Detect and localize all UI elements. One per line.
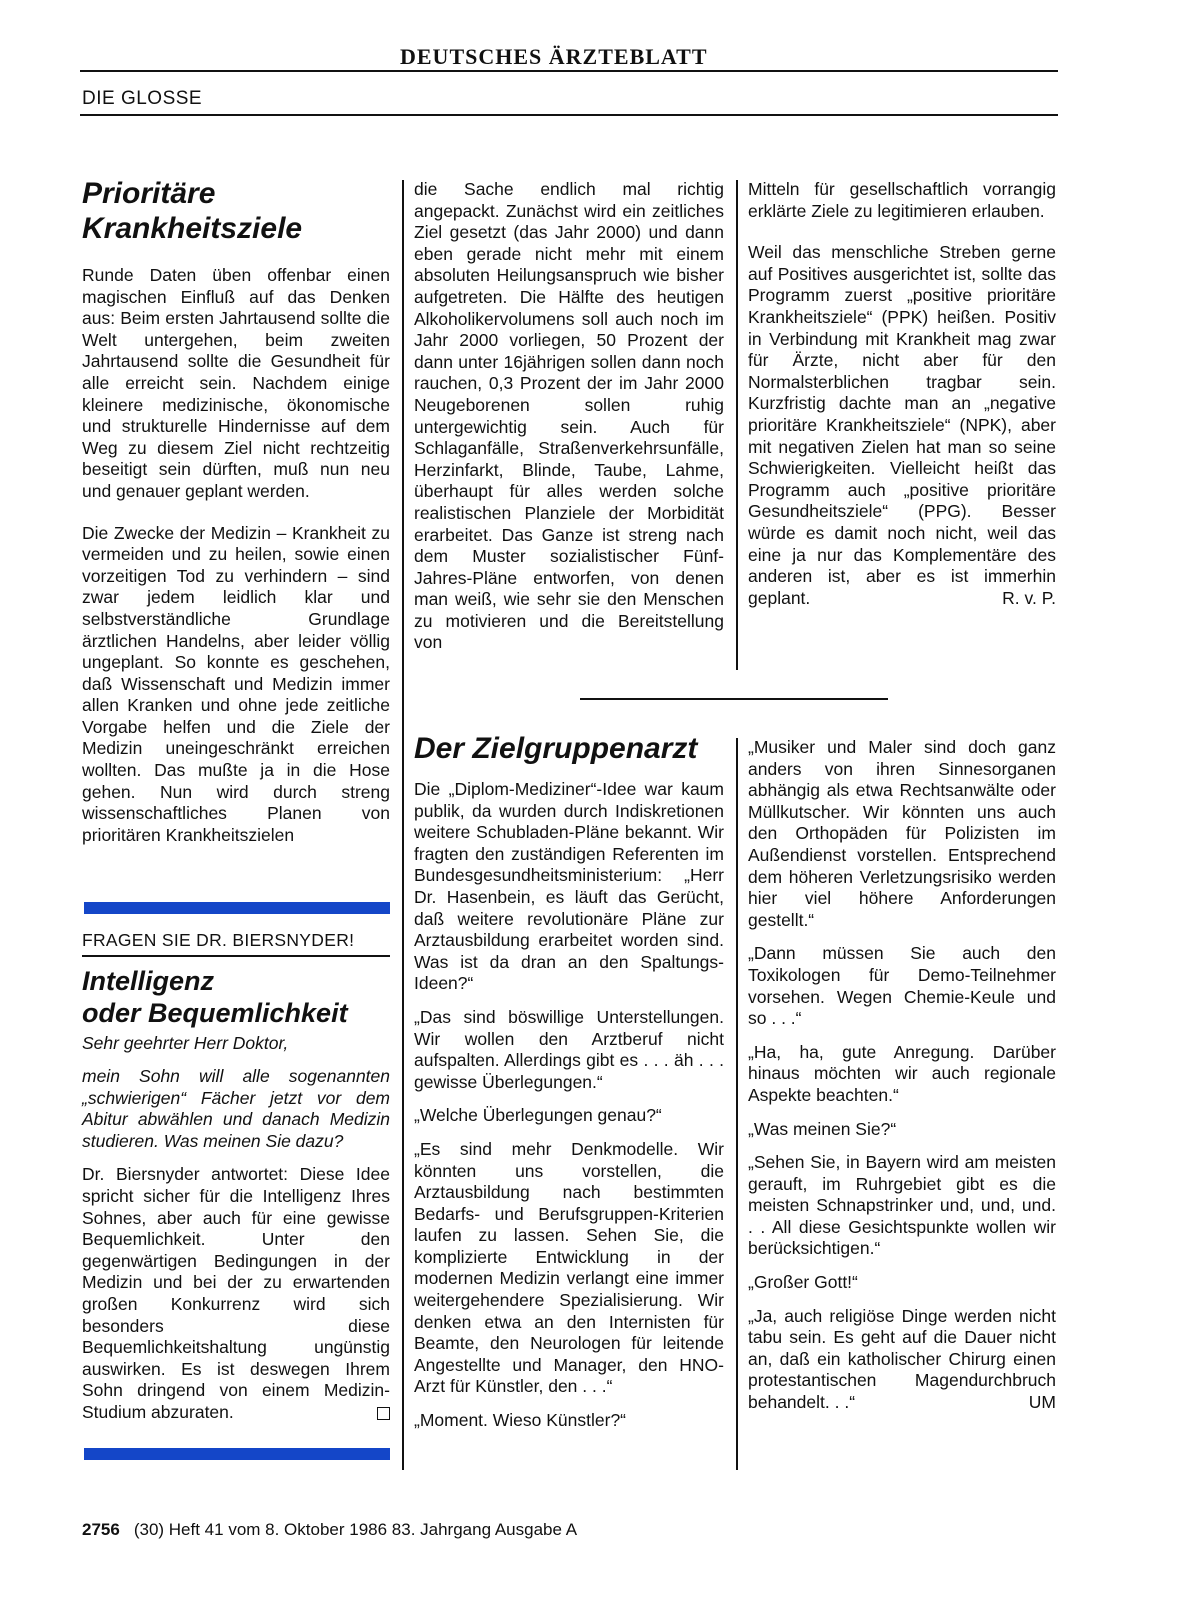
blue-bar-bottom xyxy=(84,1448,390,1460)
article-body-col1 xyxy=(82,265,390,846)
section-label: DIE GLOSSE xyxy=(82,88,203,109)
answer: Dr. Biersnyder antwortet: Diese Idee spricht sicher für die Intelligenz Ihres Sohnes, aber auch für eine gewisse Bequemlichkeit. Unter den gegenwärtigen Bedingungen in der Medizin und bei der zu erwartenden großen Konkurrenz wird sich besonders diese Bequemlichkeitshaltung ungünstig auswirken. Es ist deswegen Ihrem Sohn dringend von einem Medizin-Studium abzuraten. xyxy=(82,1164,390,1422)
kicker: FRAGEN SIE DR. BIERSNYDER! xyxy=(82,930,355,950)
article-separator xyxy=(580,698,888,700)
column-rule xyxy=(736,738,738,1470)
paragraph: „Welche Überlegungen genau?“ xyxy=(414,1105,662,1126)
paragraph: die Sache endlich mal richtig angepackt. Zunächst wird ein zeitliches Ziel gesetzt (das Jahr 2000) und dann eben gerade nicht mehr mit einem absoluten Heilungsanspruch wie bisher aufgetreten. Die Hälfte des heutigen Alkoholikervolumens soll auch noch im Jahr 2000 vorliegen, 50 Prozent der dann unter 16jährigen sollen dann noch rauchen, 0,3 Prozent der im Jahr 2000 Neugeborenen sollen ruhig untergewichtig sein. Auch für Schlaganfälle, Straßenverkehrsunfälle, Herzinfarkt, Blinde, Taube, Lahme, überhaupt für alles werden solche realistischen Planziele der Morbidität erarbeitet. Das Ganze ist streng nach dem Muster sozialistischer Fünf-Jahres-Pläne entworfen, von denen man weiß, wie sehr sie den Menschen zu motivieren und die Bereitstellung von xyxy=(414,179,724,653)
article3-col-left xyxy=(414,779,724,1432)
kicker-rule xyxy=(82,955,390,957)
paragraph: Runde Daten üben offenbar einen magischen Einfluß auf das Denken aus: Beim ersten Jahrtausend sollte die Welt untergehen, beim zweiten Jahrtausend sollte die Gesundheit für alle erreicht sein. Nachdem einige kleinere medizinische, ökonomische und strukturelle Hindernisse auf dem Weg zu diesem Ziel nicht rechtzeitig beseitigt sein dürften, muß nun neu und genauer geplant werden. xyxy=(82,265,390,501)
masthead: DEUTSCHES ÄRZTEBLATT xyxy=(400,44,708,69)
letter-question: mein Sohn will alle sogenannten „schwierigen“ Fächer jetzt vor dem Abitur abwählen und danach Medizin studieren. Was meinen Sie dazu? xyxy=(82,1066,390,1151)
article-title xyxy=(82,965,390,1029)
title-line: oder Bequemlichkeit xyxy=(82,997,348,1028)
signature: UM xyxy=(1028,1392,1056,1413)
paragraph: „Ha, ha, gute Anregung. Darüber hinaus möchten wir auch regionale Aspekte beachten.“ xyxy=(748,1041,1056,1105)
blue-bar-top xyxy=(84,902,390,914)
section-rule xyxy=(80,114,1058,116)
title-line: Intelligenz xyxy=(82,965,215,996)
article-intelligenz-oder-bequemlichkeit xyxy=(82,930,390,1424)
paragraph: Weil das menschliche Streben gerne auf Positives ausgerichtet ist, sollte das Programm zuerst „positive prioritäre Krankheitsziele“ (PPK) heißen. Positiv in Verbindung mit Krankheit mag zwar für Ärzte, nicht aber für den Normalsterblichen tragbar sein. Kurzfristig dachte man an „negative prioritäre Krankheitsziele“ (NPK), aber mit negativen Zielen hat man so seine Schwierigkeiten. Vielleicht heißt das Programm auch „positive prioritäre Gesundheitsziele“ (PPG). Besser würde es damit noch nicht, weil das eine ja nur das Komplementäre des anderen ist, aber es ist immerhin geplant. R. v. P. xyxy=(748,242,1056,608)
page-number: 2756 xyxy=(82,1520,120,1539)
title-line: Prioritäre xyxy=(82,177,216,210)
article-title xyxy=(82,176,390,246)
end-mark-icon xyxy=(377,1407,390,1420)
paragraph: „Moment. Wieso Künstler?“ xyxy=(414,1410,627,1431)
paragraph: Die Zwecke der Medizin – Krankheit zu vermeiden und zu heilen, sowie einen vorzeitigen Tod zu verhindern – sind zwar jedem leidlich klar und selbstverständliche Grundlage ärztlichen Handelns, aber leider völlig ungeplant. So konnte es geschehen, daß Wissenschaft und Medizin immer allen Kranken und ohne jede zeitliche Vorgabe helfen und die Ziele der Medizin uneingeschränkt erreichen wollten. Das mußte ja in die Hose gehen. Nun wird durch streng wissenschaftliches Planen von prioritären Krankheitszielen xyxy=(82,522,390,845)
paragraph: „Das sind böswillige Unterstellungen. Wir wollen den Arztberuf nicht aufspalten. Allerdings gibt es . . . äh . . . gewisse Überlegungen.“ xyxy=(414,1006,724,1092)
paragraph: „Es sind mehr Denkmodelle. Wir könnten uns vorstellen, die Arztausbildung nach bestimmten Bedarfs- und Berufsgruppen-Kriterien laufen zu lassen. Sehen Sie, die komplizierte Entwicklung in der modernen Medizin verlangt eine immer weitergehendere Spezialisierung. Wir denken etwa an den Internisten für Beamte, den Neurologen für leitende Angestellte und Manager, den HNO-Arzt für Künstler, den . . .“ xyxy=(414,1138,724,1397)
column-rule xyxy=(402,180,404,1470)
signature: R. v. P. xyxy=(1002,587,1056,608)
column-rule xyxy=(736,180,738,670)
paragraph: „Sehen Sie, in Bayern wird am meisten gerauft, im Ruhrgebiet gibt es die meisten Schnapstrinker und, und, und. . . All diese Gesichtspunkte wollen wir berücksichtigen.“ xyxy=(748,1152,1056,1259)
letter-salutation: Sehr geehrter Herr Doktor, xyxy=(82,1032,289,1053)
article-prioritaere-krankheitsziele xyxy=(82,176,390,846)
article3-col-right xyxy=(748,737,1056,1414)
paragraph: „Ja, auch religiöse Dinge werden nicht tabu sein. Es geht auf die Dauer nicht an, daß ein katholischer Chirurg einen protestantischen Magendurchbruch behandelt. . .“ UM xyxy=(748,1305,1056,1413)
paragraph: „Musiker und Maler sind doch ganz anders von ihren Sinnesorganen abhängig als etwa Rechtsanwälte oder Müllkutscher. Wir könnten uns auch den Orthopäden für Polizisten im Außendienst vorstellen. Entsprechend dem höheren Verletzungsrisiko werden hier viel höhere Anforderungen gestellt.“ xyxy=(748,737,1056,930)
article-title-zielgruppenarzt: Der Zielgruppenarzt xyxy=(414,732,698,765)
paragraph: „Großer Gott!“ xyxy=(748,1272,858,1293)
article-body-col2 xyxy=(414,179,724,654)
page-footer xyxy=(82,1520,577,1540)
article-body-col3 xyxy=(748,179,1056,609)
paragraph: „Dann müssen Sie auch den Toxikologen für Demo-Teilnehmer vorsehen. Wegen Chemie-Keule und so . . .“ xyxy=(748,943,1056,1029)
paragraph: Die „Diplom-Mediziner“-Idee war kaum publik, da wurden durch Indiskretionen weitere Schubladen-Pläne bekannt. Wir fragten den zuständigen Referenten im Bundesgesundheitsministerium: „Herr Dr. Hasenbein, es läuft das Gerücht, daß weitere revolutionäre Pläne zur Arztausbildung erarbeitet worden sind. Was ist da dran an den Spaltungs-Ideen?“ xyxy=(414,779,724,994)
paragraph: Mitteln für gesellschaftlich vorrangig erklärte Ziele zu legitimieren erlauben. xyxy=(748,179,1056,221)
title-line: Krankheitsziele xyxy=(82,212,303,245)
article-body xyxy=(82,1033,390,1424)
paragraph: „Was meinen Sie?“ xyxy=(748,1118,897,1139)
masthead-rule xyxy=(80,70,1058,72)
issue-info: (30) Heft 41 vom 8. Oktober 1986 83. Jahrgang Ausgabe A xyxy=(133,1520,578,1539)
